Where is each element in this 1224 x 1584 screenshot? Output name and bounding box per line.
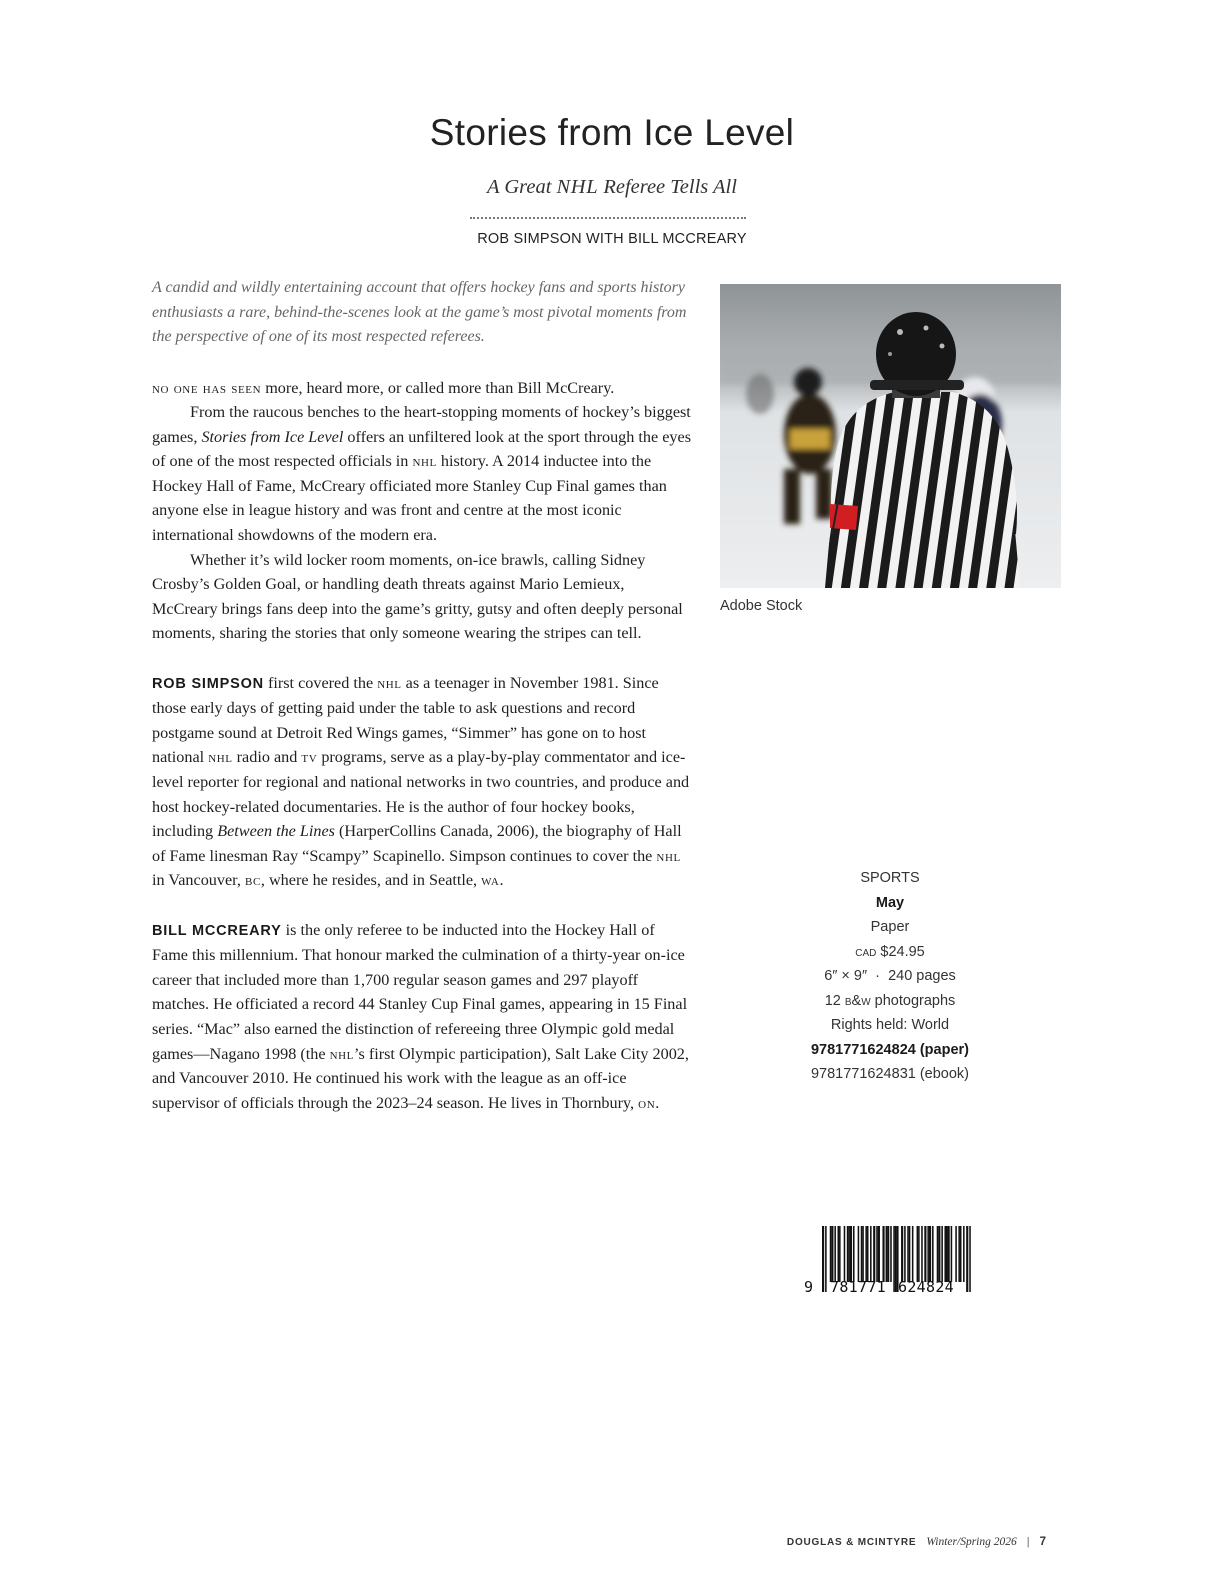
barcode-bar xyxy=(941,1226,943,1282)
description-column xyxy=(152,276,692,1115)
barcode-bar xyxy=(848,1226,850,1282)
book-authors: ROB SIMPSON WITH BILL MCCREARY xyxy=(477,231,747,247)
barcode-bar xyxy=(853,1226,855,1282)
barcode-bar xyxy=(907,1226,909,1282)
book-description xyxy=(152,376,692,1116)
barcode-bar xyxy=(893,1226,895,1292)
barcode-bar xyxy=(966,1226,968,1292)
barcode-bar xyxy=(890,1226,892,1282)
description-paragraph: no one has seen more, heard more, or called more than Bill McCreary. xyxy=(152,378,615,397)
barcode-bar xyxy=(969,1226,971,1292)
barcode-bar xyxy=(886,1226,888,1282)
barcode-bar xyxy=(912,1226,914,1282)
barcode-bar xyxy=(865,1226,867,1282)
barcode-bar xyxy=(870,1226,872,1282)
barcode-bar xyxy=(951,1226,953,1282)
spec-category: SPORTS xyxy=(860,870,920,886)
barcode-bar xyxy=(895,1226,897,1292)
barcode-bar xyxy=(873,1226,875,1282)
barcode-digit-first: 9 xyxy=(804,1278,814,1296)
barcode-bar xyxy=(862,1226,864,1282)
barcode-digits-right: 624824 xyxy=(898,1278,954,1296)
spec-dimensions: 6″ × 9″ · 240 pages xyxy=(824,968,956,984)
barcode-bar xyxy=(858,1226,860,1282)
description-paragraph: From the raucous benches to the heart-stopping moments of hockey’s biggest games, Stories from Ice Level offers an unfiltered look at the sport through the eyes of one of the most respected officials in nhl history. A 2014 inductee into the Hockey Hall of Fame, McCreary officiated more Stanley Cup Final games than anyone else in league history and was front and centre at the most iconic international showdowns of the modern era. xyxy=(152,403,691,545)
barcode-bar xyxy=(861,1226,863,1282)
barcode-bar xyxy=(938,1226,940,1282)
barcode-bar xyxy=(831,1226,833,1282)
barcode-bar xyxy=(937,1226,939,1282)
barcode-bar xyxy=(946,1226,948,1282)
spec-rights: Rights held: World xyxy=(830,1017,950,1033)
barcode-bar xyxy=(834,1226,836,1282)
author-bio-simpson: ROB SIMPSON first covered the nhl as a teenager in November 1981. Since those early days of getting paid under the table to ask questions and record postgame sound at Detroit Red Wings games, “Simmer” has gone on to host national nhl radio and tv programs, serve as a play-by-play commentator and ice-level reporter for regional and national networks in two countries, and produce and host hockey-related documentaries. He is the author of four hockey books, including Between the Lines (HarperCollins Canada, 2006), the biography of Hall of Fame linesman Ray “Scampy” Scapinello. Simpson continues to cover the nhl in Vancouver, bc, where he resides, and in Seattle, wa. xyxy=(152,673,690,890)
barcode-bar xyxy=(901,1226,903,1282)
barcode-bar xyxy=(918,1226,920,1282)
page-footer xyxy=(787,1536,1046,1548)
barcode-bar xyxy=(932,1226,934,1282)
spec-price: cad $24.95 xyxy=(855,943,925,960)
book-specs xyxy=(760,866,1020,1087)
barcode-bar xyxy=(904,1226,906,1282)
barcode-bar xyxy=(917,1226,919,1282)
referee-photo xyxy=(720,284,1061,588)
spec-isbn-ebook: 9781771624831 (ebook) xyxy=(810,1066,970,1082)
book-title: Stories from Ice Level xyxy=(429,112,795,153)
barcode-bar xyxy=(887,1226,889,1282)
spec-format: Paper xyxy=(870,919,910,935)
dotted-divider xyxy=(470,217,746,219)
footer-page-number: 7 xyxy=(1039,1536,1046,1548)
barcode-bar xyxy=(921,1226,923,1282)
barcode-bar xyxy=(850,1226,852,1282)
barcode-bar xyxy=(830,1226,832,1282)
barcode-bar xyxy=(825,1226,827,1292)
barcode-bar xyxy=(822,1226,824,1292)
barcode-bar xyxy=(927,1226,929,1282)
barcode-bar xyxy=(876,1226,878,1282)
spec-photographs: 12 b&w photographs xyxy=(824,992,956,1009)
barcode-bar xyxy=(847,1226,849,1282)
barcode-bar xyxy=(960,1226,962,1282)
isbn-barcode xyxy=(800,1222,980,1298)
barcode-digits-left: 781771 xyxy=(830,1278,886,1296)
barcode-bar xyxy=(909,1226,911,1282)
spec-isbn-paper: 9781771624824 (paper) xyxy=(810,1041,969,1058)
spec-month: May xyxy=(875,894,905,911)
author-bio-mccreary: BILL MCCREARY is the only referee to be inducted into the Hockey Hall of Fame this millennium. That honour marked the culmination of a thirty-year on-ice career that included more than 1,700 regular season games and 297 playoff matches. He officiated a record 44 Stanley Cup Final games, appearing in 15 Final series. “Mac” also earned the distinction of refereeing three Olympic gold medal games—Nagano 1998 (the nhl’s first Olympic participation), Salt Lake City 2002, and Vancouver 2010. He continued his work with the league as an off-ice supervisor of officials through the 2023–24 season. He lives in Thornbury, on. xyxy=(152,920,689,1112)
barcode-bar xyxy=(944,1226,946,1282)
footer-separator: | xyxy=(1026,1536,1030,1548)
footer-publisher: DOUGLAS & MCINTYRE xyxy=(786,1537,917,1548)
barcode-bar xyxy=(924,1226,926,1282)
barcode-bar xyxy=(838,1226,840,1282)
book-lede: A candid and wildly entertaining account that offers hockey fans and sports history enthusiasts a rare, behind-the-scenes look at the game’s most pivotal moments from the perspective of one of its most respected referees. xyxy=(152,279,687,345)
barcode-bar xyxy=(948,1226,950,1282)
barcode-bar xyxy=(929,1226,931,1282)
barcode-bar xyxy=(958,1226,960,1282)
barcode-bar xyxy=(844,1226,846,1282)
description-paragraph: Whether it’s wild locker room moments, on-ice brawls, calling Sidney Crosby’s Golden Goal, or handling death threats against Mario Lemieux, McCreary brings fans deep into the game’s gritty, gutsy and often deeply personal moments, sharing the stories that only someone wearing the stripes can tell. xyxy=(152,550,683,643)
barcode-bar xyxy=(963,1226,965,1282)
book-subtitle: A Great NHL Referee Tells All xyxy=(487,176,737,198)
barcode-bar xyxy=(882,1226,884,1282)
footer-season: Winter/Spring 2026 xyxy=(926,1536,1017,1548)
barcode-bar xyxy=(878,1226,880,1282)
photo-credit: Adobe Stock xyxy=(720,598,803,614)
barcode-bar xyxy=(955,1226,957,1282)
barcode-bar xyxy=(867,1226,869,1282)
barcode-bar xyxy=(839,1226,841,1282)
